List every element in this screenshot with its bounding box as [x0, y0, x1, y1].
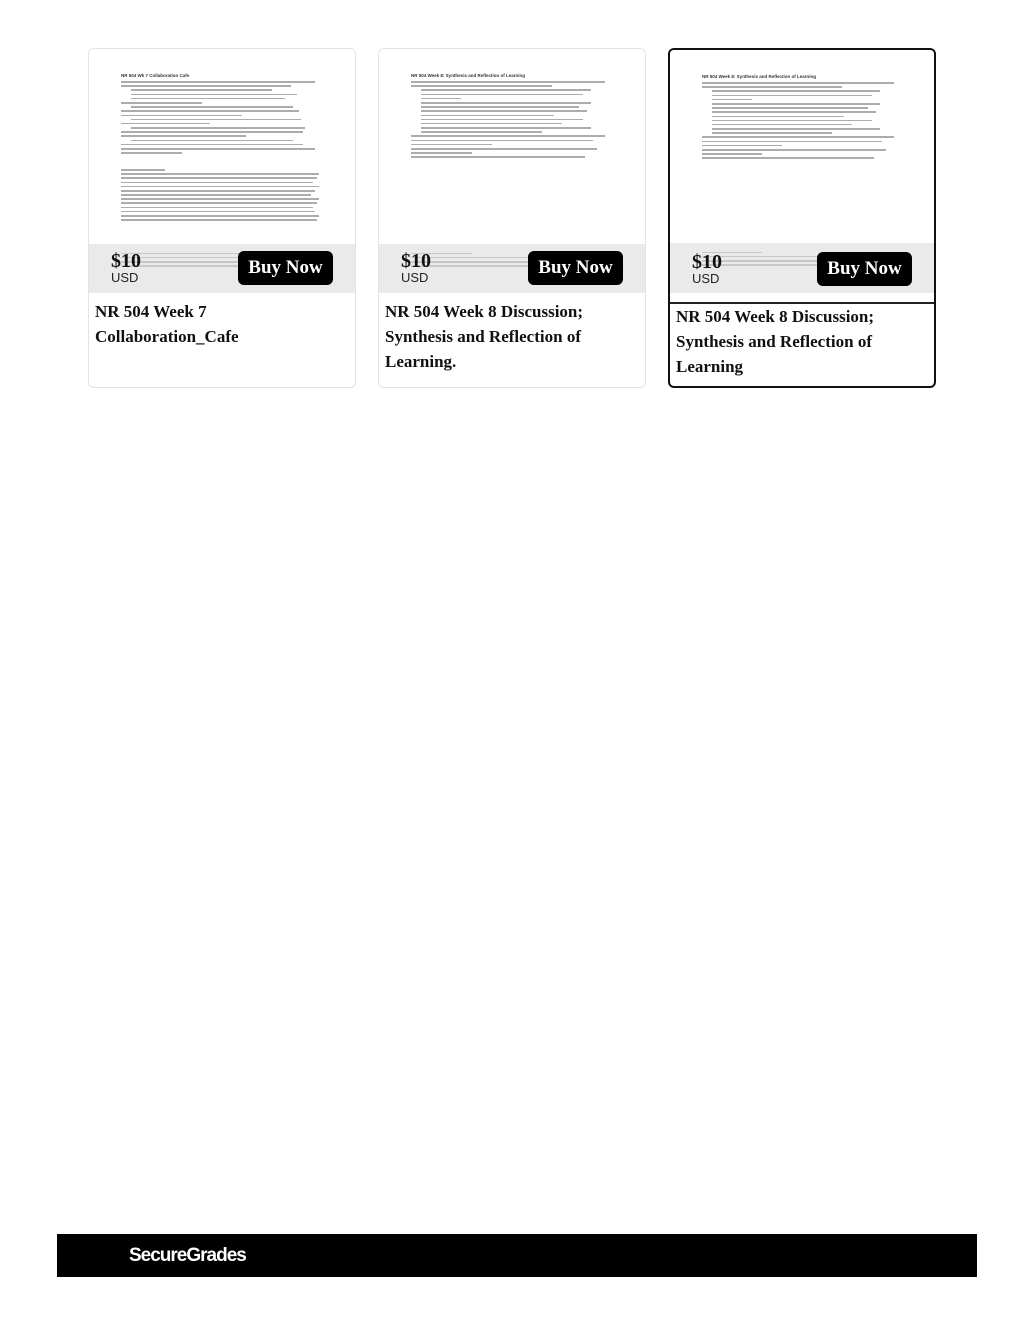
price-tag — [111, 251, 141, 285]
price-tag — [692, 252, 722, 286]
product-title-line: Learning. — [385, 352, 457, 371]
preview-text-lines — [121, 81, 323, 221]
product-title-line: Synthesis and Reflection of — [385, 327, 581, 346]
preview-doc-title: NR 504 Wk 7 Collaboration Cafe — [121, 73, 190, 78]
product-title[interactable] — [385, 299, 637, 374]
buy-now-button[interactable]: Buy Now — [817, 252, 912, 286]
product-title-line: Synthesis and Reflection of — [676, 332, 872, 351]
product-title-line: NR 504 Week 8 Discussion; — [676, 307, 875, 326]
price-currency: USD — [401, 270, 429, 285]
price-amount: $10 — [401, 250, 431, 272]
product-card[interactable] — [88, 48, 356, 388]
preview-text-lines — [411, 81, 613, 158]
product-title-line: NR 504 Week 7 — [95, 302, 207, 321]
product-card[interactable] — [378, 48, 646, 388]
document-preview-image[interactable] — [670, 50, 934, 304]
price-amount: $10 — [111, 250, 141, 272]
product-title[interactable] — [95, 299, 347, 349]
product-title-line: NR 504 Week 8 Discussion; — [385, 302, 584, 321]
buy-now-button[interactable]: Buy Now — [238, 251, 333, 285]
preview-text-lines — [702, 82, 902, 159]
product-title-line: Collaboration_Cafe — [95, 327, 239, 346]
buy-now-button[interactable]: Buy Now — [528, 251, 623, 285]
price-tag — [401, 251, 431, 285]
document-preview-image[interactable] — [89, 49, 355, 293]
product-card[interactable] — [668, 48, 936, 388]
product-title[interactable] — [676, 304, 926, 379]
preview-doc-title: NR 504 Week 8: Synthesis and Reflection of Learning — [411, 73, 525, 78]
price-amount: $10 — [692, 251, 722, 273]
site-footer — [57, 1234, 977, 1277]
securegrades-logo[interactable]: SecureGrades — [129, 1245, 246, 1266]
product-title-line: Learning — [676, 357, 744, 376]
price-currency: USD — [692, 271, 720, 286]
document-preview-image[interactable] — [379, 49, 645, 293]
price-currency: USD — [111, 270, 139, 285]
preview-doc-title: NR 504 Week 8: Synthesis and Reflection of Learning — [702, 74, 816, 79]
